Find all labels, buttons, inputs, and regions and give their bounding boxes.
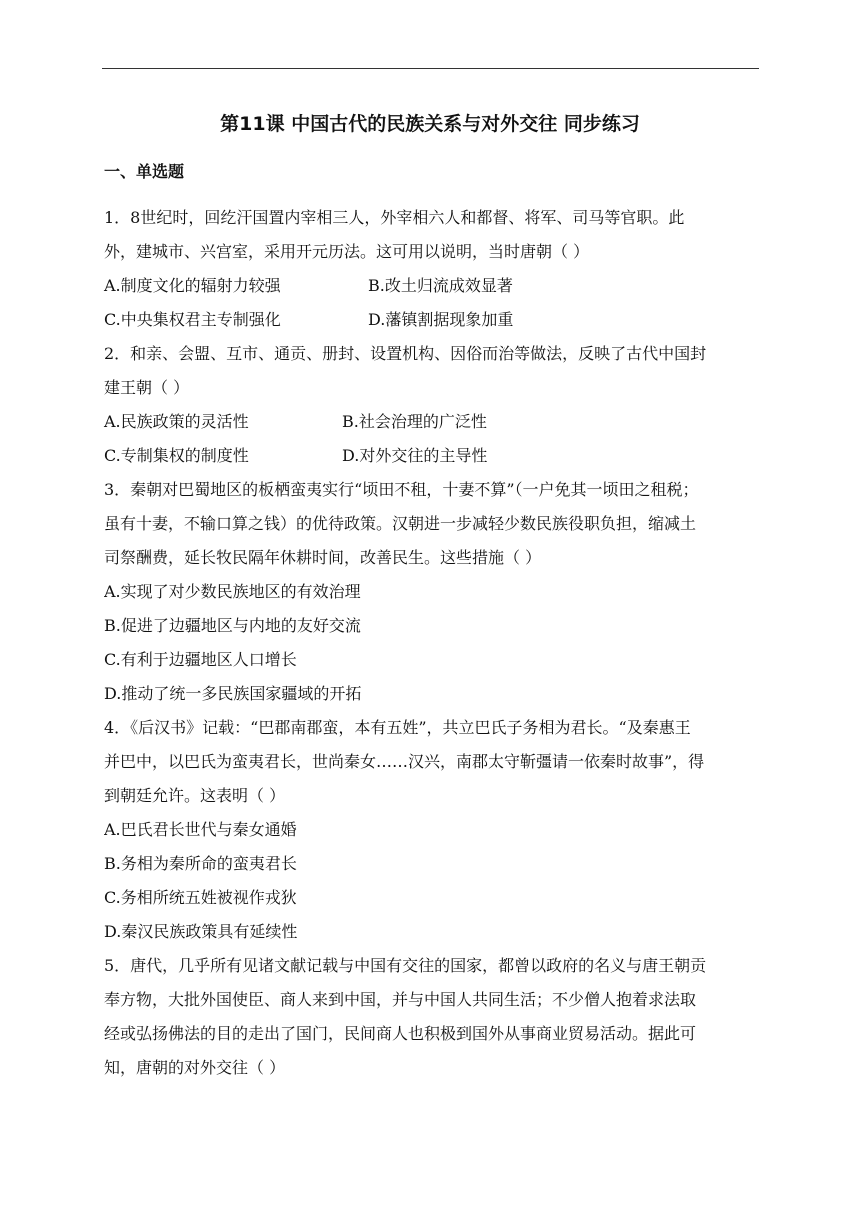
option-d[interactable]: D.秦汉民族政策具有延续性: [104, 922, 298, 941]
option-d[interactable]: D.对外交往的主导性: [342, 446, 488, 465]
question-stem-line: 1．8世纪时，回纥汗国置内宰相三人，外宰相六人和都督、将军、司马等官职。此: [104, 208, 685, 227]
option-a[interactable]: A.民族政策的灵活性: [104, 412, 249, 431]
option-c[interactable]: C.专制集权的制度性: [104, 446, 249, 465]
question-stem-line: 并巴中，以巴氏为蛮夷君长，世尚秦女……汉兴，南郡太守靳彊请一依秦时故事”，得: [104, 752, 705, 771]
question-stem-line: 到朝廷允许。这表明（ ）: [104, 786, 286, 805]
question-stem-line: 奉方物，大批外国使臣、商人来到中国，并与中国人共同生活；不少僧人抱着求法取: [104, 990, 697, 1009]
question-4: [104, 711, 764, 949]
question-2: [104, 337, 764, 473]
option-c[interactable]: C.务相所统五姓被视作戎狄: [104, 888, 297, 907]
question-list: [104, 201, 764, 1085]
question-1: [104, 201, 764, 337]
question-stem-line: 外，建城市、兴宫室，采用开元历法。这可用以说明，当时唐朝（ ）: [104, 242, 590, 261]
question-stem-line: 3．秦朝对巴蜀地区的板栖蛮夷实行“顷田不租，十妻不算”（一户免其一顷田之租税；: [104, 480, 699, 499]
option-b[interactable]: B.务相为秦所命的蛮夷君长: [104, 854, 297, 873]
option-a[interactable]: A.实现了对少数民族地区的有效治理: [104, 582, 361, 601]
question-stem-line: 2．和亲、会盟、互市、通贡、册封、设置机构、因俗而治等做法，反映了古代中国封: [104, 344, 707, 363]
question-3: [104, 473, 764, 711]
question-stem-line: 虽有十妻，不输口算之钱）的优待政策。汉朝进一步减轻少数民族役职负担，缩减土: [104, 514, 697, 533]
question-stem-line: 经或弘扬佛法的目的走出了国门，民间商人也积极到国外从事商业贸易活动。据此可: [104, 1024, 697, 1043]
option-row: [104, 405, 764, 439]
question-stem-line: 4．《后汉书》记载：“巴郡南郡蛮，本有五姓”，共立巴氏子务相为君长。“及秦惠王: [104, 718, 691, 737]
question-stem-line: 5．唐代，几乎所有见诸文献记载与中国有交往的国家，都曾以政府的名义与唐王朝贡: [104, 956, 707, 975]
option-row: [104, 439, 764, 473]
question-stem-line: 司祭酬费，延长牧民隔年休耕时间，改善民生。这些措施（ ）: [104, 548, 542, 567]
option-b[interactable]: B.促进了边疆地区与内地的友好交流: [104, 616, 361, 635]
option-d[interactable]: D.藩镇割据现象加重: [368, 310, 514, 329]
option-a[interactable]: A.巴氏君长世代与秦女通婚: [104, 820, 297, 839]
question-stem-line: 建王朝（ ）: [104, 378, 190, 397]
option-b[interactable]: B.社会治理的广泛性: [342, 412, 487, 431]
option-row: [104, 303, 764, 337]
option-c[interactable]: C.有利于边疆地区人口增长: [104, 650, 297, 669]
option-a[interactable]: A.制度文化的辐射力较强: [104, 276, 281, 295]
option-row: [104, 269, 764, 303]
question-stem-line: 知，唐朝的对外交往（ ）: [104, 1058, 286, 1077]
page-title: 第11课 中国古代的民族关系与对外交往 同步练习: [220, 113, 640, 135]
option-c[interactable]: C.中央集权君主专制强化: [104, 310, 281, 329]
option-b[interactable]: B.改土归流成效显著: [368, 276, 513, 295]
header-rule: [102, 68, 759, 69]
section-heading: 一、单选题: [104, 162, 185, 181]
question-5: [104, 949, 764, 1085]
option-d[interactable]: D.推动了统一多民族国家疆域的开拓: [104, 684, 362, 703]
